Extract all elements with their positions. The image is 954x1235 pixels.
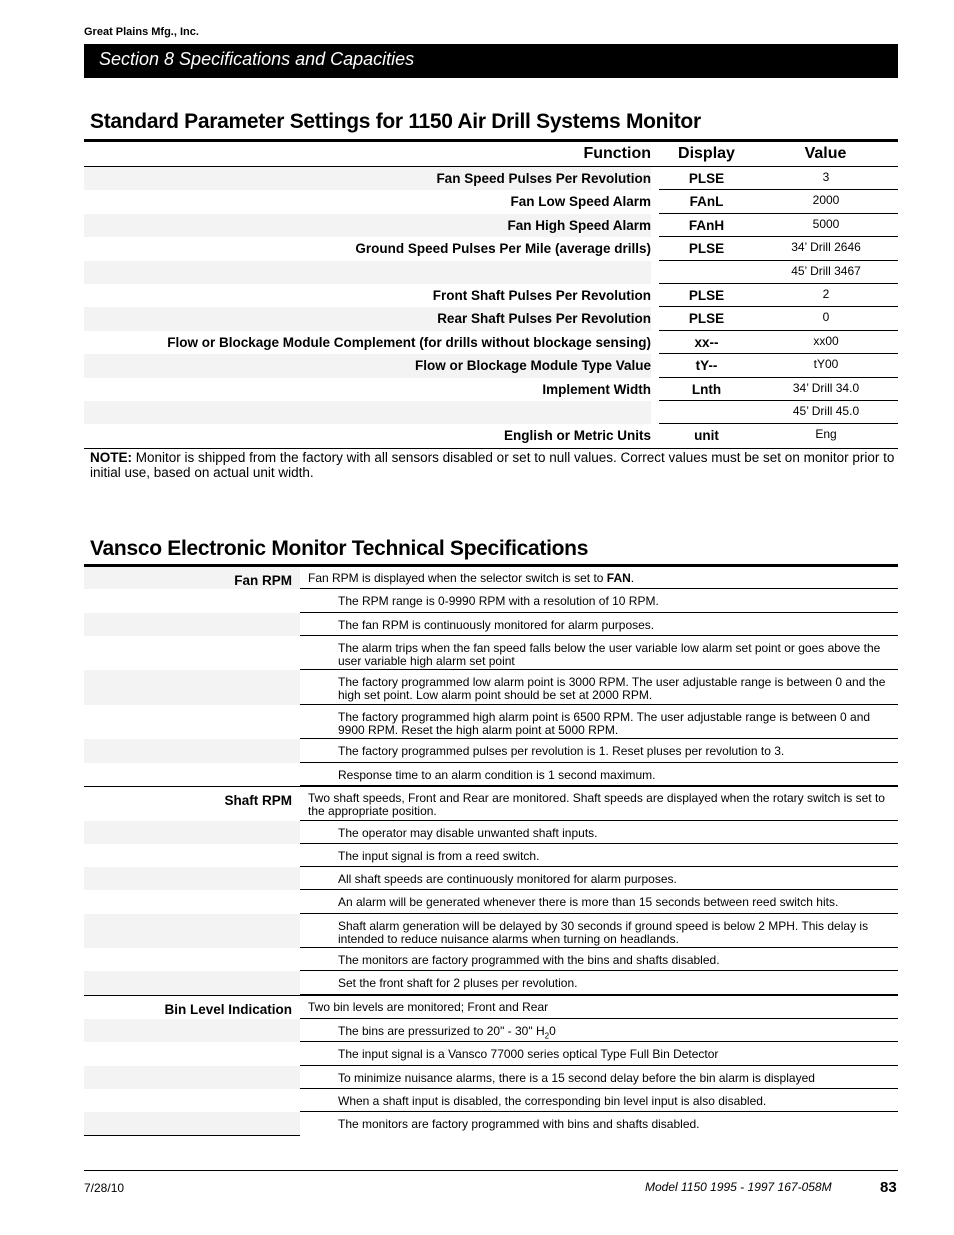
spec-item: All shaft speeds are continuously monitored for alarm purposes. [338, 872, 677, 886]
spec-item: To minimize nuisance alarms, there is a 15 second delay before the bin alarm is displayed [338, 1071, 815, 1085]
header-function: Function [583, 145, 651, 162]
parameter-function: Fan Speed Pulses Per Revolution [84, 167, 651, 190]
spec-row [84, 613, 898, 636]
parameter-table [84, 139, 898, 449]
spec-item: The factory programmed pulses per revolution is 1. Reset pluses per revolution to 3. [338, 744, 785, 758]
table-header-row [84, 142, 898, 167]
footer-model: Model 1150 1995 - 1997 167-058M [645, 1180, 832, 1194]
parameter-display: PLSE [659, 284, 754, 307]
spec-row [84, 763, 898, 786]
parameter-row [84, 378, 898, 401]
parameter-row [84, 190, 898, 213]
parameter-function: Flow or Blockage Module Complement (for drills without blockage sensing) [167, 334, 651, 350]
parameter-display: tY-- [659, 354, 754, 377]
parameter-value: tY00 [754, 354, 898, 377]
parameter-row [84, 167, 898, 190]
spec-row [84, 739, 898, 763]
parameter-row [84, 401, 898, 424]
parameter-function: Flow or Blockage Module Type Value [84, 354, 651, 377]
section-divider [84, 77, 898, 78]
parameter-value: 45’ Drill 45.0 [754, 401, 898, 424]
spec-item: Shaft alarm generation will be delayed by 30 seconds if ground speed is below 2 MPH. This delay is intended to reduce nuisance alarms when turning on headlands. [338, 919, 869, 946]
parameter-row [84, 307, 898, 330]
header-display: Display [678, 145, 735, 162]
spec-item: The factory programmed low alarm point is 3000 RPM. The user adjustable range is between 0 and the high set point. Low alarm point should be set at 2000 RPM. [338, 675, 886, 702]
spec-label-bin-level: Bin Level Indication [164, 1002, 292, 1017]
spec-item: When a shaft input is disabled, the corresponding bin level input is also disabled. [338, 1094, 767, 1108]
parameter-function: English or Metric Units [503, 428, 651, 444]
parameter-value: 3 [754, 167, 898, 190]
spec-item: The monitors are factory programmed with the bins and shafts disabled. [338, 953, 720, 967]
spec-row [84, 636, 898, 670]
parameter-display: FAnH [659, 214, 754, 237]
spec-row [84, 890, 898, 914]
spec-item: The fan RPM is continuously monitored for alarm purposes. [338, 618, 655, 632]
table-rule [84, 448, 898, 449]
parameter-display [659, 401, 754, 424]
spec-item: An alarm will be generated whenever there is more than 15 seconds between reed switch hits. [338, 895, 839, 909]
parameter-function: Ground Speed Pulses Per Mile (average drills) [355, 241, 651, 257]
parameter-value: xx00 [754, 331, 898, 354]
parameter-row [84, 237, 898, 260]
note [90, 450, 895, 480]
spec-row [84, 821, 898, 844]
parameter-function: Front Shaft Pulses Per Revolution [432, 287, 651, 303]
spec-group-bin-level [84, 996, 898, 1135]
spec-item: The alarm trips when the fan speed falls below the user variable low alarm set point or goes above the user variable high alarm set point [338, 641, 881, 668]
parameter-function [84, 401, 651, 424]
parameter-value: 2 [754, 284, 898, 307]
parameter-value: 5000 [754, 214, 898, 237]
parameter-row [84, 284, 898, 307]
spec-group-fan-rpm [84, 567, 898, 786]
parameter-row [84, 261, 898, 284]
parameter-value: 2000 [754, 190, 898, 213]
parameter-display: PLSE [659, 167, 754, 190]
spec-group-shaft-rpm [84, 787, 898, 995]
spec-row [84, 914, 898, 948]
spec-item: The operator may disable unwanted shaft inputs. [338, 826, 598, 840]
parameter-display: Lnth [659, 378, 754, 401]
parameter-display: FAnL [659, 190, 754, 213]
parameter-display: PLSE [659, 237, 754, 260]
footer-divider [84, 1170, 898, 1171]
spec-item: The bins are pressurized to 20" - 30" $H_20$ [338, 1024, 556, 1041]
parameter-function: Fan Low Speed Alarm [510, 194, 651, 210]
group-divider [84, 1135, 300, 1136]
parameter-display: xx-- [659, 331, 754, 354]
parameter-value: 0 [754, 307, 898, 330]
parameter-value: Eng [815, 427, 837, 442]
parameter-table-title: Standard Parameter Settings for 1150 Air Drill Systems Monitor [90, 110, 701, 133]
note-text: Monitor is shipped from the factory with all sensors disabled or set to null values. Correct values must be set on monitor prior to initial use, based on actual unit width. [90, 450, 895, 480]
parameter-display: unit [694, 428, 719, 444]
spec-item: The monitors are factory programmed with bins and shafts disabled. [338, 1117, 700, 1131]
parameter-value: 34’ Drill 2646 [754, 237, 898, 260]
parameter-row [84, 424, 898, 447]
spec-row [84, 670, 898, 705]
note-label: NOTE: [90, 450, 132, 465]
parameter-function: Rear Shaft Pulses Per Revolution [84, 307, 651, 330]
spec-item: The RPM range is 0-9990 RPM with a resolution of 10 RPM. [338, 594, 659, 608]
spec-label-fan-rpm: Fan RPM [234, 573, 292, 588]
company-name: Great Plains Mfg., Inc. [84, 26, 199, 38]
parameter-value: 34’ Drill 34.0 [754, 378, 898, 401]
section-header: Section 8 Specifications and Capacities [84, 44, 898, 77]
parameter-function [84, 261, 651, 284]
spec-item: The input signal is a Vansco 77000 series optical Type Full Bin Detector [338, 1047, 719, 1061]
header-value: Value [804, 145, 847, 162]
spec-row [84, 1019, 898, 1042]
parameter-row [84, 331, 898, 354]
spec-row [84, 589, 898, 613]
spec-row [84, 1112, 898, 1135]
spec-table [84, 564, 898, 1136]
spec-item: Response time to an alarm condition is 1 second maximum. [338, 768, 656, 782]
spec-label-shaft-rpm: Shaft RPM [224, 793, 292, 808]
spec-intro: Two shaft speeds, Front and Rear are monitored. Shaft speeds are displayed when the rotary switch is set to the appropriate position. [308, 791, 885, 818]
spec-item: The factory programmed high alarm point is 6500 RPM. The user adjustable range is between 0 and 9900 RPM. Reset the high alarm point at 5000 RPM. [338, 710, 871, 737]
spec-row [84, 844, 898, 867]
spec-intro: Fan RPM is displayed when the selector switch is set to FAN. [308, 571, 635, 585]
page-number: 83 [880, 1179, 897, 1196]
parameter-row [84, 214, 898, 237]
spec-table-title: Vansco Electronic Monitor Technical Specifications [90, 537, 589, 560]
spec-item: The input signal is from a reed switch. [338, 849, 540, 863]
parameter-display [659, 261, 754, 284]
spec-item: Set the front shaft for 2 pluses per revolution. [338, 976, 578, 990]
spec-row [84, 867, 898, 890]
parameter-row [84, 354, 898, 377]
parameter-display: PLSE [659, 307, 754, 330]
parameter-function: Fan High Speed Alarm [84, 214, 651, 237]
parameter-rows [84, 167, 898, 449]
spec-row [84, 971, 898, 995]
spec-intro: Two bin levels are monitored; Front and Rear [308, 1000, 549, 1014]
spec-row [84, 1042, 898, 1066]
parameter-value: 45’ Drill 3467 [754, 261, 898, 284]
spec-row [84, 1066, 898, 1089]
parameter-function: Implement Width [542, 381, 651, 397]
spec-row [84, 705, 898, 739]
spec-row [84, 948, 898, 971]
footer-date: 7/28/10 [84, 1181, 125, 1195]
spec-row [84, 1089, 898, 1112]
